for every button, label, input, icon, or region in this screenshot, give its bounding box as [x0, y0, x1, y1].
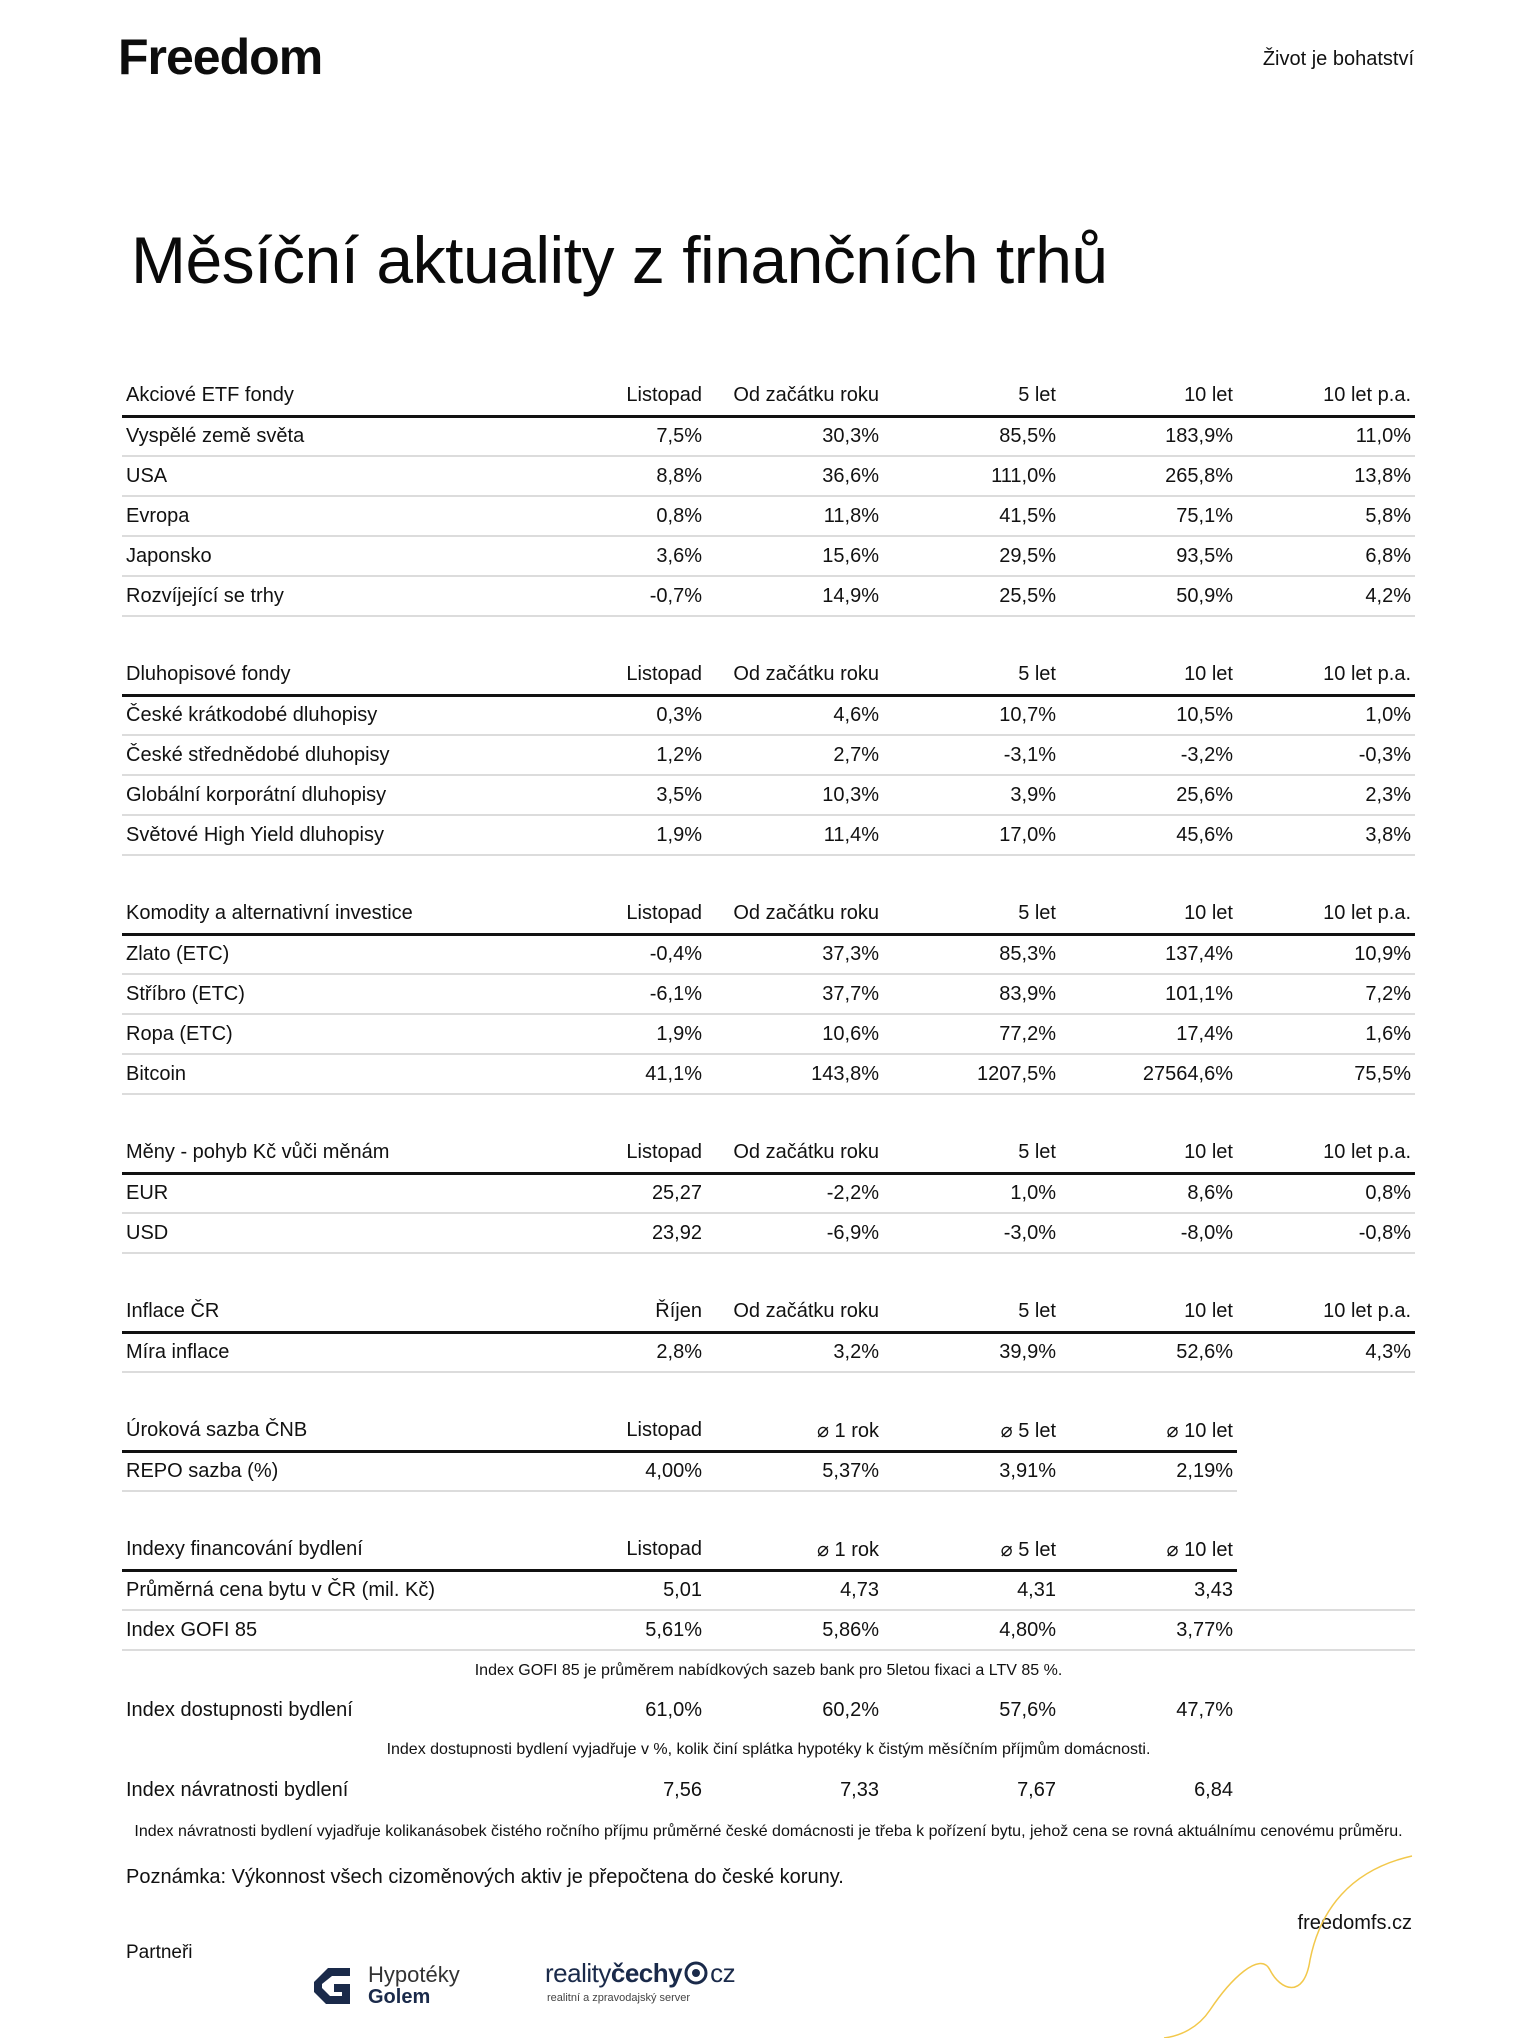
reality-suffix: cz — [710, 1958, 736, 1988]
row-label: Průměrná cena bytu v ČR (mil. Kč) — [122, 1570, 592, 1610]
table-row — [122, 1054, 1415, 1094]
cell-value: 3,91% — [883, 1451, 1060, 1491]
golem-logo-bottom: Golem — [368, 1986, 431, 2008]
cell-value: 3,6% — [656, 544, 702, 567]
cell-value: 75,1% — [1176, 504, 1233, 527]
column-header: 10 let p.a. — [1323, 1299, 1411, 1322]
performance-table — [122, 376, 1415, 617]
table-header-row — [122, 1292, 1415, 1332]
return-note: Index návratnosti bydlení vyjadřuje kolikanásobek čistého ročního příjmu průměrné české domácnosti je třeba k pořízení bytu, jehož cena se rovná aktuálnímu cenovému průměru. — [134, 1823, 1403, 1840]
column-header: 10 let p.a. — [1323, 662, 1411, 685]
section-title: Akciové ETF fondy — [126, 383, 294, 406]
table-header-row — [122, 1411, 1415, 1451]
table-header-row — [122, 376, 1415, 416]
column-header: Od začátku roku — [733, 901, 879, 924]
cell-value: 75,5% — [1354, 1062, 1411, 1085]
cell-value: 3,43 — [1060, 1570, 1237, 1610]
column-header: 5 let — [1018, 901, 1056, 924]
table-row — [122, 1332, 1415, 1372]
table-row — [122, 576, 1415, 616]
cell-value: 0,8% — [656, 504, 702, 527]
cell-value: 1207,5% — [977, 1062, 1056, 1085]
cell-value: 5,8% — [1365, 504, 1411, 527]
table-row — [122, 934, 1415, 974]
page-title: Měsíční aktuality z finančních trhů — [131, 223, 1108, 297]
row-label: Index návratnosti bydlení — [126, 1778, 349, 1801]
cell-value: 1,6% — [1365, 1022, 1411, 1045]
cell-value: 29,5% — [999, 544, 1056, 567]
column-header: ⌀ 5 let — [883, 1530, 1060, 1570]
cell-value: 4,6% — [833, 703, 879, 726]
cell-value: 25,6% — [1176, 783, 1233, 806]
cell-value: 6,8% — [1365, 544, 1411, 567]
column-header: 10 let p.a. — [1323, 1140, 1411, 1163]
cell-value: 17,4% — [1176, 1022, 1233, 1045]
cell-value: 4,31 — [883, 1570, 1060, 1610]
gofi-note: Index GOFI 85 je průměrem nabídkových sazeb bank pro 5letou fixaci a LTV 85 %. — [474, 1661, 1063, 1679]
cell-value: 37,3% — [822, 942, 879, 965]
cell-value: 13,8% — [1354, 464, 1411, 487]
cell-value: 50,9% — [1176, 584, 1233, 607]
table-header-row — [122, 655, 1415, 695]
column-header: ⌀ 10 let — [1060, 1530, 1237, 1570]
row-label: Index dostupnosti bydlení — [126, 1698, 353, 1721]
row-label: Vyspělé země světa — [126, 424, 305, 447]
cell-value: -3,1% — [1003, 743, 1056, 766]
footnote-remark: Poznámka: Výkonnost všech cizoměnových aktiv je přepočtena do české koruny. — [126, 1866, 844, 1888]
cell-value: 5,61% — [592, 1610, 706, 1650]
row-label: Zlato (ETC) — [126, 942, 230, 965]
reality-logo-wordmark — [545, 1958, 735, 1988]
cell-value: 39,9% — [999, 1340, 1056, 1363]
cell-value: 52,6% — [1176, 1340, 1233, 1363]
column-header: 10 let — [1184, 1140, 1233, 1163]
empty-cell — [1237, 1610, 1415, 1650]
golem-g-icon — [310, 1962, 356, 2008]
table-header-row — [122, 1530, 1415, 1570]
website-link[interactable]: freedomfs.cz — [1297, 1912, 1412, 1934]
table-row — [122, 1610, 1415, 1650]
cell-value: 4,3% — [1365, 1340, 1411, 1363]
table-row — [122, 1570, 1415, 1610]
cell-value: 3,77% — [1060, 1610, 1237, 1650]
cell-value: 45,6% — [1176, 823, 1233, 846]
cell-value: 1,2% — [656, 743, 702, 766]
column-header: 10 let p.a. — [1323, 901, 1411, 924]
row-label: České střednědobé dluhopisy — [126, 743, 390, 766]
cell-value: 7,33 — [840, 1778, 879, 1801]
column-header: Listopad — [626, 901, 702, 924]
table-row — [122, 536, 1415, 576]
cell-value: 183,9% — [1165, 424, 1233, 447]
column-header: 5 let — [1018, 1299, 1056, 1322]
cell-value: 5,01 — [592, 1570, 706, 1610]
cell-value: 25,5% — [999, 584, 1056, 607]
table-row — [122, 1690, 1415, 1730]
cell-value: 101,1% — [1165, 982, 1233, 1005]
table-row — [122, 1451, 1415, 1491]
section-title: Dluhopisové fondy — [126, 662, 291, 685]
cell-value: 0,8% — [1365, 1181, 1411, 1204]
cell-value: 3,2% — [833, 1340, 879, 1363]
row-label: Evropa — [126, 504, 190, 527]
cell-value: -0,8% — [1358, 1221, 1411, 1244]
cell-value: 36,6% — [822, 464, 879, 487]
empty-cell — [1237, 1770, 1415, 1810]
reality-bold: čechy — [610, 1958, 683, 1988]
empty-cell — [1237, 1690, 1415, 1730]
cell-value: 7,56 — [663, 1778, 702, 1801]
row-label: USD — [126, 1221, 169, 1244]
housing-table — [122, 1530, 1415, 1854]
cell-value: 1,9% — [656, 1022, 702, 1045]
column-header: Úroková sazba ČNB — [122, 1411, 592, 1451]
hypoteky-golem-logo[interactable] — [310, 1960, 480, 2010]
column-header: ⌀ 1 rok — [706, 1530, 883, 1570]
column-header: 10 let — [1184, 662, 1233, 685]
empty-cell — [1237, 1451, 1415, 1491]
empty-cell — [1237, 1411, 1415, 1451]
section-title: Měny - pohyb Kč vůči měnám — [126, 1140, 390, 1163]
cell-value: 3,9% — [1010, 783, 1056, 806]
section-title: Inflace ČR — [126, 1299, 220, 1322]
cell-value: 41,1% — [645, 1062, 702, 1085]
cell-value: 14,9% — [822, 584, 879, 607]
cell-value: 60,2% — [822, 1698, 879, 1721]
row-label: Ropa (ETC) — [126, 1022, 233, 1045]
cell-value: 8,8% — [656, 464, 702, 487]
cell-value: 5,86% — [706, 1610, 883, 1650]
empty-cell — [1237, 1570, 1415, 1610]
table-row — [122, 974, 1415, 1014]
column-header: Listopad — [592, 1411, 706, 1451]
cell-value: 4,73 — [706, 1570, 883, 1610]
table-row — [122, 775, 1415, 815]
column-header: 5 let — [1018, 383, 1056, 406]
column-header: Indexy financování bydlení — [122, 1530, 592, 1570]
row-label: Bitcoin — [126, 1062, 187, 1085]
column-header: Listopad — [626, 1140, 702, 1163]
cell-value: -0,3% — [1358, 743, 1411, 766]
cell-value: -0,7% — [649, 584, 702, 607]
table-row — [122, 815, 1415, 855]
note-row — [122, 1650, 1415, 1690]
cell-value: 10,6% — [822, 1022, 879, 1045]
affordability-note: Index dostupnosti bydlení vyjadřuje v %, kolik činí splátka hypotéky k čistým měsíčním příjmům domácnosti. — [386, 1741, 1151, 1758]
column-header: Od začátku roku — [733, 1299, 879, 1322]
cell-value: 10,3% — [822, 783, 879, 806]
cell-value: 57,6% — [999, 1698, 1056, 1721]
cell-value: -3,0% — [1003, 1221, 1056, 1244]
cell-value: 11,0% — [1355, 424, 1411, 447]
brand-logo: Freedom — [118, 29, 323, 85]
reality-logo-subtitle: realitní a zpravodajský server — [547, 1992, 691, 2004]
cnb-table — [122, 1411, 1415, 1492]
column-header: ⌀ 1 rok — [706, 1411, 883, 1451]
cell-value: 2,3% — [1365, 783, 1411, 806]
table-row — [122, 456, 1415, 496]
target-icon — [684, 1961, 708, 1985]
cell-value: 7,67 — [1017, 1778, 1056, 1801]
row-label: Index GOFI 85 — [122, 1610, 592, 1650]
cell-value: 4,80% — [883, 1610, 1060, 1650]
cell-value: 25,27 — [651, 1181, 702, 1204]
cell-value: 0,3% — [656, 703, 702, 726]
cell-value: -2,2% — [826, 1181, 879, 1204]
row-label: Světové High Yield dluhopisy — [126, 823, 384, 846]
performance-table — [122, 1133, 1415, 1254]
tables-container — [122, 376, 1415, 1854]
cell-value: 111,0% — [991, 464, 1056, 487]
table-row — [122, 1014, 1415, 1054]
cell-value: -8,0% — [1180, 1221, 1233, 1244]
column-header: 5 let — [1018, 1140, 1056, 1163]
cell-value: 4,00% — [592, 1451, 706, 1491]
cell-value: 137,4% — [1165, 942, 1233, 965]
cell-value: 6,84 — [1194, 1778, 1233, 1801]
performance-table — [122, 894, 1415, 1095]
cell-value: 27564,6% — [1142, 1062, 1233, 1085]
cell-value: 265,8% — [1165, 464, 1233, 487]
column-header: Od začátku roku — [733, 1140, 879, 1163]
column-header: Listopad — [626, 662, 702, 685]
table-row — [122, 416, 1415, 456]
cell-value: 10,9% — [1354, 942, 1411, 965]
cell-value: 83,9% — [999, 982, 1056, 1005]
cell-value: 10,7% — [999, 703, 1056, 726]
cell-value: 11,8% — [823, 504, 879, 527]
column-header: Od začátku roku — [733, 662, 879, 685]
cell-value: 2,8% — [656, 1340, 702, 1363]
cell-value: 30,3% — [822, 424, 879, 447]
cell-value: 2,7% — [833, 743, 879, 766]
cell-value: -3,2% — [1180, 743, 1233, 766]
column-header: 10 let — [1184, 1299, 1233, 1322]
table-header-row — [122, 1133, 1415, 1173]
performance-sections — [122, 376, 1415, 1373]
column-header: Od začátku roku — [733, 383, 879, 406]
reality-cechy-logo[interactable] — [545, 1958, 775, 2008]
performance-table — [122, 1292, 1415, 1373]
partners-label: Partneři — [126, 1942, 193, 1963]
cell-value: -6,9% — [826, 1221, 879, 1244]
row-label: EUR — [126, 1181, 169, 1204]
column-header: 5 let — [1018, 662, 1056, 685]
column-header: ⌀ 5 let — [883, 1411, 1060, 1451]
table-row — [122, 1213, 1415, 1253]
note-row — [122, 1810, 1415, 1854]
note-row — [122, 1730, 1415, 1770]
row-label: Rozvíjející se trhy — [126, 584, 284, 607]
row-label: Japonsko — [126, 544, 212, 567]
cell-value: 2,19% — [1060, 1451, 1237, 1491]
table-row — [122, 496, 1415, 536]
cell-value: -0,4% — [649, 942, 702, 965]
table-row — [122, 695, 1415, 735]
row-label: USA — [126, 464, 168, 487]
cell-value: 8,6% — [1187, 1181, 1233, 1204]
performance-table — [122, 655, 1415, 856]
cell-value: 15,6% — [822, 544, 879, 567]
table-header-row — [122, 894, 1415, 934]
column-header: 10 let p.a. — [1323, 383, 1411, 406]
row-label: Globální korporátní dluhopisy — [126, 783, 387, 806]
cell-value: 17,0% — [999, 823, 1056, 846]
column-header: 10 let — [1184, 383, 1233, 406]
cell-value: 1,0% — [1365, 703, 1411, 726]
cell-value: 11,4% — [823, 823, 879, 846]
cell-value: 5,37% — [706, 1451, 883, 1491]
column-header: Listopad — [592, 1530, 706, 1570]
column-header: ⌀ 10 let — [1060, 1411, 1237, 1451]
cell-value: 7,2% — [1365, 982, 1411, 1005]
cell-value: 143,8% — [811, 1062, 879, 1085]
reality-prefix: reality — [545, 1958, 611, 1988]
cell-value: 1,0% — [1010, 1181, 1056, 1204]
cell-value: 85,5% — [999, 424, 1056, 447]
cell-value: 7,5% — [656, 424, 702, 447]
cell-value: -6,1% — [649, 982, 702, 1005]
cell-value: 47,7% — [1176, 1698, 1233, 1721]
cell-value: 4,2% — [1365, 584, 1411, 607]
column-header: Říjen — [655, 1299, 702, 1322]
table-row — [122, 735, 1415, 775]
cell-value: 61,0% — [645, 1698, 702, 1721]
row-label: Míra inflace — [126, 1340, 230, 1363]
cell-value: 37,7% — [822, 982, 879, 1005]
empty-cell — [1237, 1530, 1415, 1570]
cell-value: 3,8% — [1365, 823, 1411, 846]
cell-value: 85,3% — [999, 942, 1056, 965]
cell-value: 10,5% — [1176, 703, 1233, 726]
column-header: 10 let — [1184, 901, 1233, 924]
tagline: Život je bohatství — [1262, 48, 1414, 70]
cell-value: 93,5% — [1176, 544, 1233, 567]
cell-value: 41,5% — [999, 504, 1056, 527]
table-row — [122, 1173, 1415, 1213]
column-header: Listopad — [626, 383, 702, 406]
cell-value: 23,92 — [651, 1221, 702, 1244]
cell-value: 1,9% — [656, 823, 702, 846]
decorative-swoosh — [1150, 1850, 1420, 2038]
golem-logo-top: Hypotéky — [368, 1962, 460, 1987]
cell-value: 77,2% — [999, 1022, 1056, 1045]
row-label: REPO sazba (%) — [122, 1451, 592, 1491]
row-label: Stříbro (ETC) — [126, 982, 245, 1005]
section-title: Komodity a alternativní investice — [126, 901, 413, 924]
table-row — [122, 1770, 1415, 1810]
row-label: České krátkodobé dluhopisy — [126, 703, 378, 726]
cell-value: 3,5% — [656, 783, 702, 806]
